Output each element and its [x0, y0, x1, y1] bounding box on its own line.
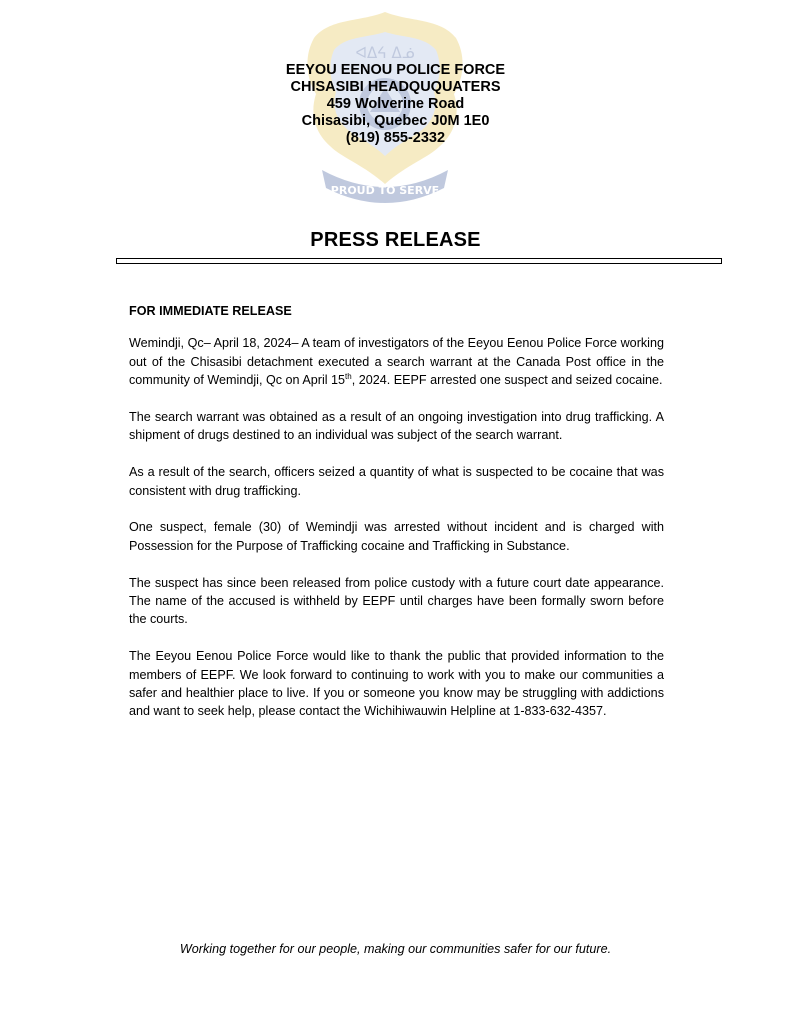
phone-number: (819) 855-2332: [345, 130, 446, 146]
paragraph-1-text-b: , 2024. EEPF arrested one suspect and seized cocaine.: [351, 373, 663, 388]
date-ordinal-suffix: th: [345, 372, 352, 382]
org-name: EEYOU EENOU POLICE FORCE: [285, 62, 506, 78]
release-label: FOR IMMEDIATE RELEASE: [129, 304, 292, 318]
title-divider: [116, 258, 722, 264]
office-name: CHISASIBI HEADQUQUATERS: [290, 79, 501, 95]
badge-banner-text: PROUD TO SERVE: [330, 184, 440, 197]
paragraph-2: The search warrant was obtained as a result of an ongoing investigation into drug trafficking. A shipment of drugs destined to an individual was subject of the search warrant.: [129, 410, 664, 443]
document-title: PRESS RELEASE: [310, 229, 481, 251]
badge-syllabics: ᐊᐃᔦ ᐃᓅ: [355, 44, 415, 62]
letterhead: [0, 62, 791, 147]
city-address: Chisasibi, Quebec J0M 1E0: [301, 113, 490, 129]
paragraph-1: [129, 334, 664, 389]
paragraph-5: The suspect has since been released from police custody with a future court date appearance. The name of the accused is withheld by EEPF until charges have been formally sworn before the courts.: [129, 575, 664, 627]
press-release-body: [129, 302, 664, 739]
paragraph-3: As a result of the search, officers seized a quantity of what is suspected to be cocaine that was consistent with drug trafficking.: [129, 465, 664, 498]
footer-slogan: Working together for our people, making our communities safer for our future.: [179, 942, 612, 956]
street-address: 459 Wolverine Road: [326, 96, 465, 112]
paragraph-6: The Eeyou Eenou Police Force would like to thank the public that provided information to the members of EEPF. We look forward to continuing to work with you to make our communities a safer and healthier place to live. If you or someone you know may be struggling with addictions and want to seek help, please contact the Wichihiwauwin Helpline at 1-833-632-4357.: [129, 649, 664, 719]
paragraph-1-text-a: Wemindji, Qc– April 18, 2024– A team of investigators of the Eeyou Eenou Police Force working out of the Chisasibi detachment executed a search warrant at the Canada Post office in the community of Wemindji, Qc on April 15: [129, 336, 664, 388]
paragraph-4: One suspect, female (30) of Wemindji was arrested without incident and is charged with Possession for the Purpose of Trafficking cocaine and Trafficking in Substance.: [129, 520, 664, 553]
